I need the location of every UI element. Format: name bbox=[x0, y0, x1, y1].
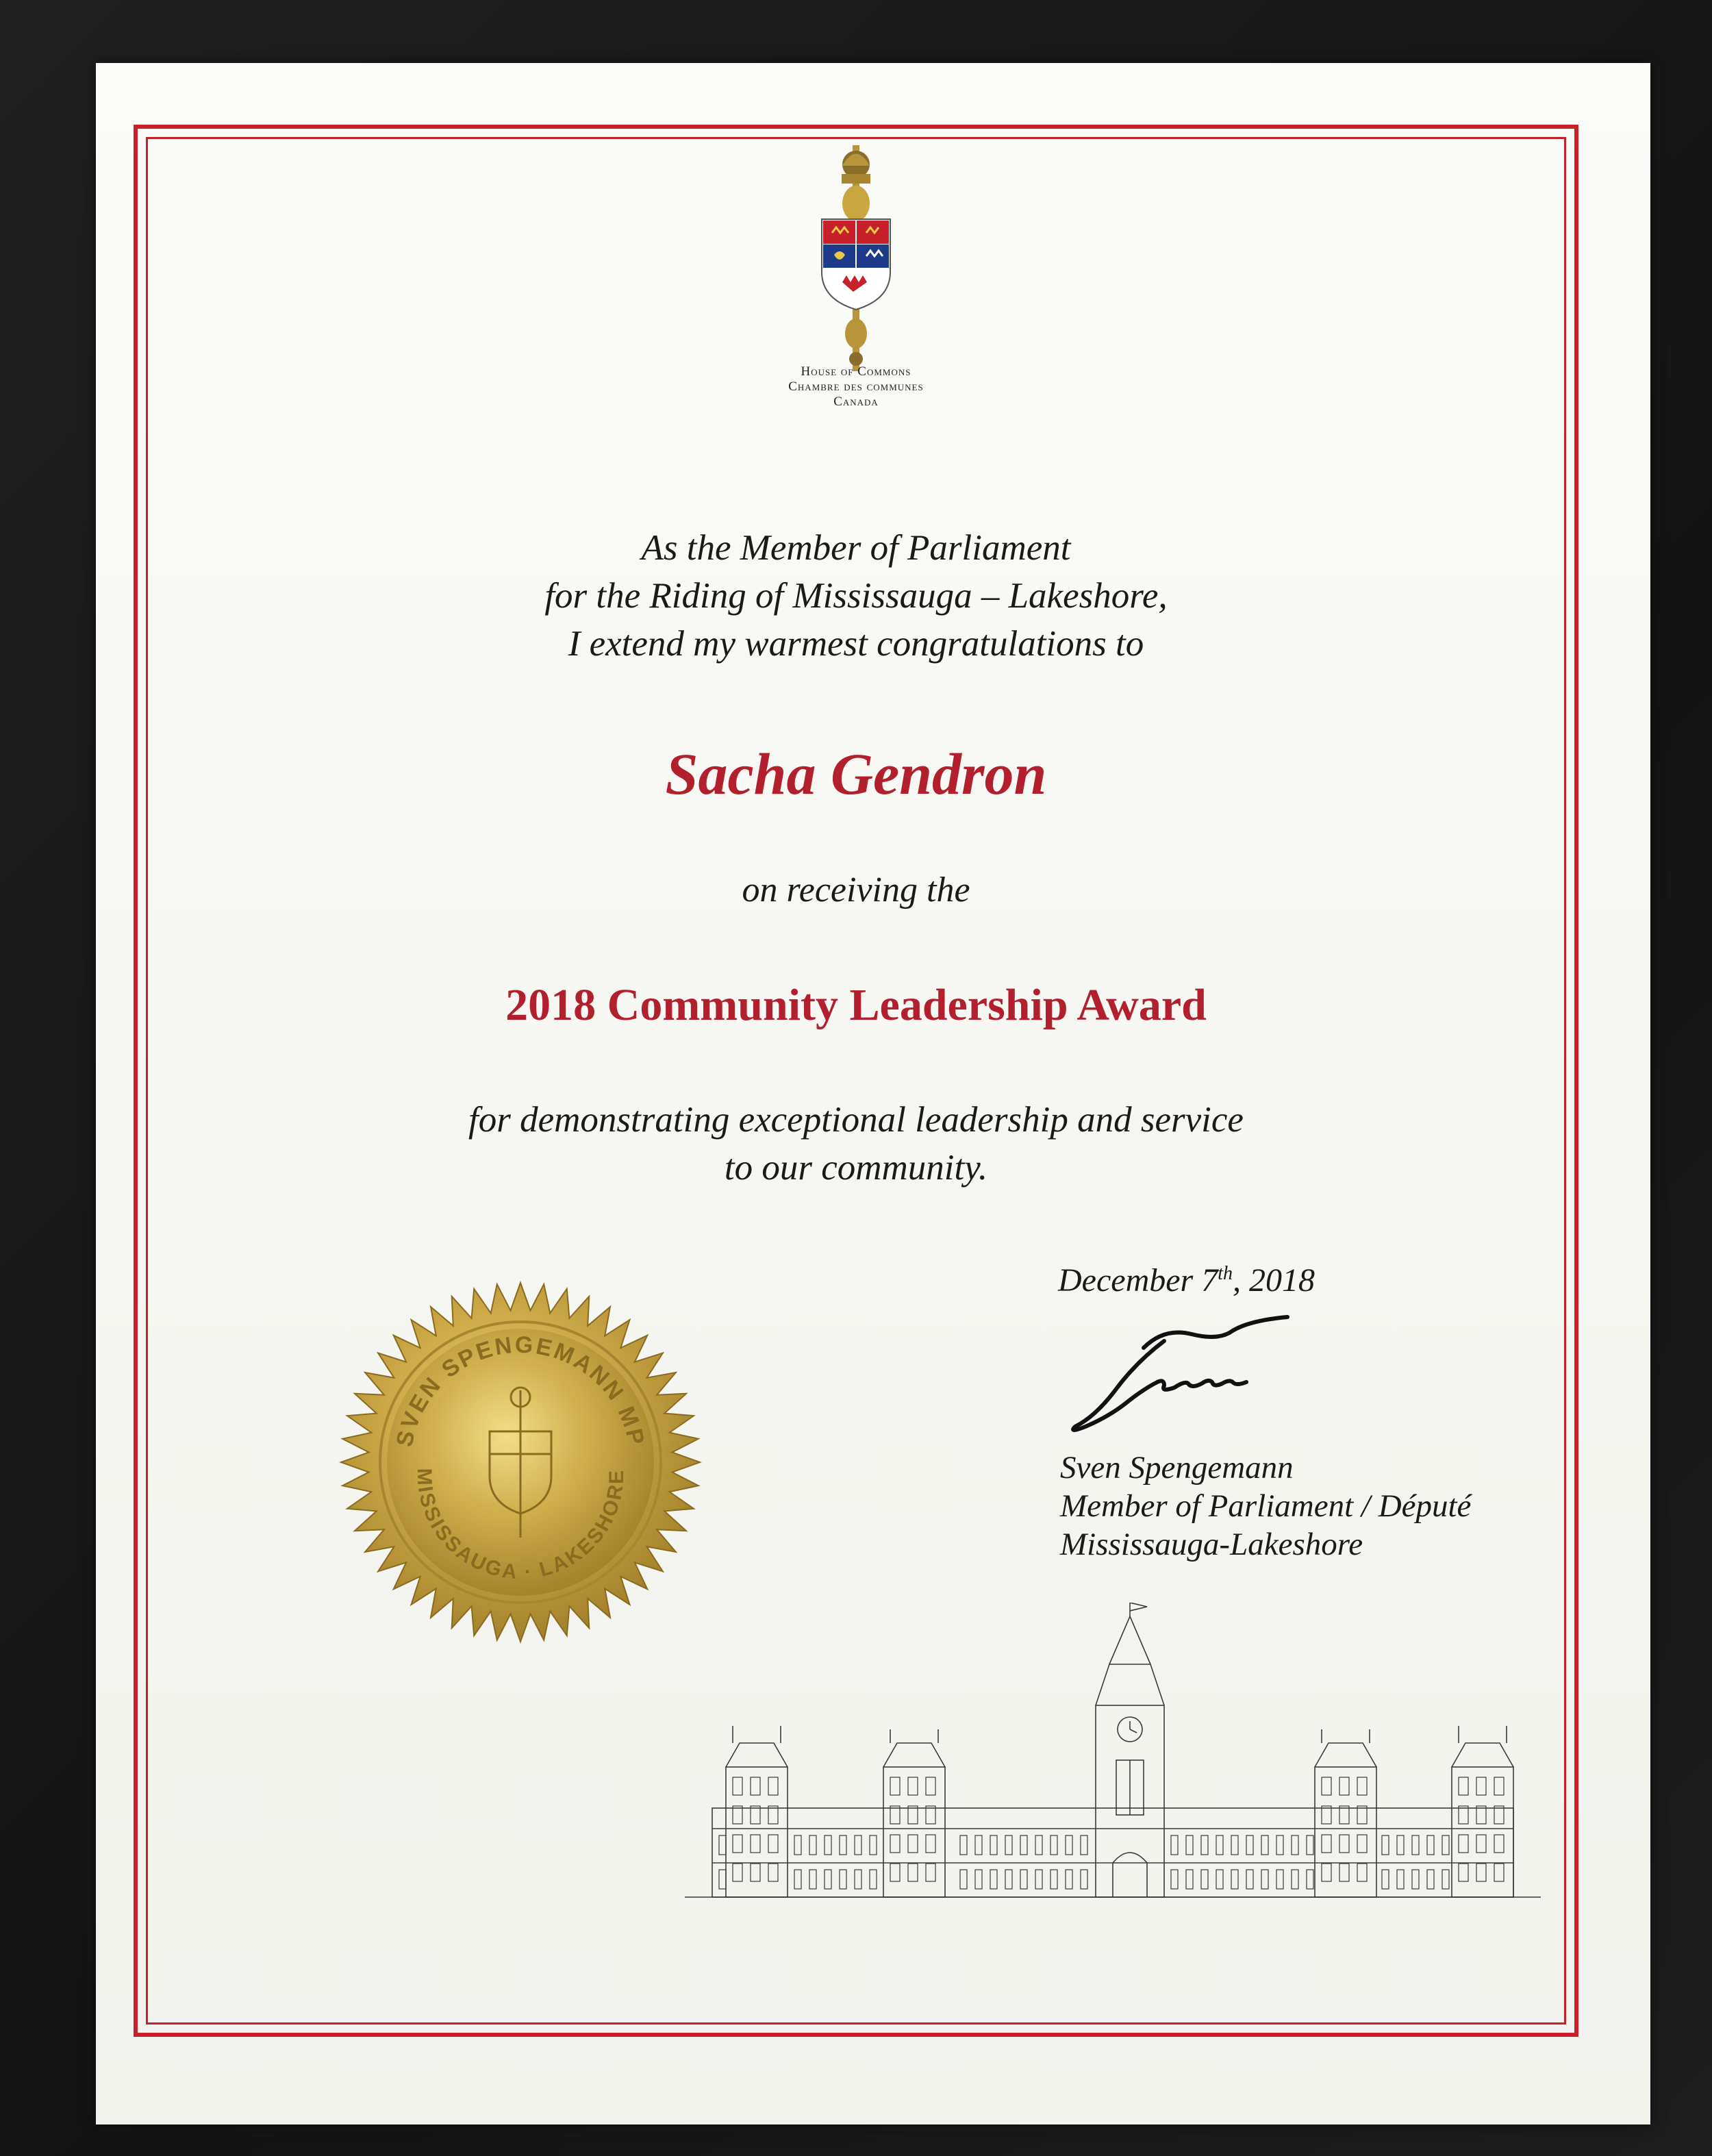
tower-window bbox=[1494, 1835, 1504, 1853]
tower-window bbox=[733, 1806, 742, 1824]
tower-window bbox=[733, 1864, 742, 1881]
parliament-window bbox=[960, 1870, 967, 1889]
handwritten-signature bbox=[1061, 1307, 1294, 1444]
parliament-window bbox=[1246, 1870, 1253, 1889]
tower-window bbox=[1476, 1835, 1486, 1853]
tower-window bbox=[1357, 1806, 1367, 1824]
tower-window bbox=[908, 1777, 918, 1795]
parliament-window bbox=[1201, 1835, 1208, 1855]
parliament-window bbox=[1261, 1835, 1268, 1855]
tower-window bbox=[751, 1835, 760, 1853]
tower-window bbox=[908, 1864, 918, 1881]
parliament-window bbox=[1442, 1835, 1449, 1855]
institution-name bbox=[685, 364, 1027, 410]
tower-window bbox=[1459, 1777, 1468, 1795]
parliament-window bbox=[960, 1835, 967, 1855]
parliament-window bbox=[1292, 1835, 1298, 1855]
tower-window bbox=[926, 1864, 935, 1881]
tower-window bbox=[751, 1864, 760, 1881]
date-prefix: December 7 bbox=[1058, 1262, 1218, 1299]
seal-bottom-text: MISSISSAUGA · LAKESHORE bbox=[412, 1468, 629, 1584]
parliament-window bbox=[1066, 1870, 1072, 1889]
tower-window bbox=[1357, 1864, 1367, 1881]
tower-window bbox=[890, 1835, 900, 1853]
tower-window bbox=[768, 1835, 778, 1853]
tower-window bbox=[1322, 1777, 1331, 1795]
seal-top-text: SVEN SPENGEMANN MP bbox=[391, 1331, 650, 1449]
parliament-window bbox=[1307, 1870, 1313, 1889]
tower-window bbox=[751, 1777, 760, 1795]
parliament-building-illustration bbox=[685, 1603, 1541, 1931]
tower-window bbox=[1357, 1777, 1367, 1795]
parliament-window bbox=[990, 1870, 997, 1889]
parliament-window bbox=[1231, 1835, 1238, 1855]
parliament-window bbox=[809, 1870, 816, 1889]
tower-window bbox=[1476, 1777, 1486, 1795]
coat-of-arms-mace-icon bbox=[811, 145, 901, 371]
parliament-window bbox=[1005, 1870, 1012, 1889]
institution-line-country: Canada bbox=[833, 394, 879, 409]
signer-block bbox=[1060, 1449, 1471, 1564]
parliament-window bbox=[1412, 1870, 1419, 1889]
parliament-window bbox=[1201, 1870, 1208, 1889]
parliament-window bbox=[855, 1835, 861, 1855]
tower-window bbox=[733, 1777, 742, 1795]
signer-riding: Mississauga-Lakeshore bbox=[1060, 1527, 1363, 1562]
intro-line-3: I extend my warmest congratulations to bbox=[568, 624, 1144, 664]
tower-window bbox=[908, 1806, 918, 1824]
tower-window bbox=[1322, 1835, 1331, 1853]
parliament-window bbox=[1382, 1835, 1389, 1855]
parliament-window bbox=[1307, 1835, 1313, 1855]
tower-window bbox=[1459, 1806, 1468, 1824]
receiving-text: on receiving the bbox=[742, 870, 970, 910]
parliament-window bbox=[1171, 1870, 1178, 1889]
signer-name: Sven Spengemann bbox=[1060, 1450, 1294, 1486]
date-rest: , 2018 bbox=[1233, 1262, 1316, 1299]
tower-window bbox=[1339, 1835, 1349, 1853]
parliament-window bbox=[1276, 1870, 1283, 1889]
parliament-window bbox=[1442, 1870, 1449, 1889]
parliament-window bbox=[1050, 1835, 1057, 1855]
tower-window bbox=[1357, 1835, 1367, 1853]
parliament-window bbox=[1397, 1835, 1404, 1855]
parliament-window bbox=[1427, 1835, 1434, 1855]
tower-window bbox=[1339, 1864, 1349, 1881]
tower-window bbox=[926, 1777, 935, 1795]
parliament-window bbox=[1171, 1835, 1178, 1855]
parliament-window bbox=[975, 1870, 982, 1889]
parliament-window bbox=[719, 1870, 726, 1889]
parliament-window bbox=[1020, 1870, 1027, 1889]
parliament-window bbox=[1276, 1835, 1283, 1855]
parliament-window bbox=[1186, 1870, 1193, 1889]
tower-window bbox=[1494, 1864, 1504, 1881]
parliament-window bbox=[870, 1870, 877, 1889]
tower-window bbox=[733, 1835, 742, 1853]
intro-line-1: As the Member of Parliament bbox=[641, 528, 1071, 568]
parliament-window bbox=[809, 1835, 816, 1855]
parliament-window bbox=[855, 1870, 861, 1889]
parliament-window bbox=[840, 1870, 846, 1889]
tower-window bbox=[768, 1777, 778, 1795]
parliament-window bbox=[1035, 1835, 1042, 1855]
parliament-window bbox=[824, 1870, 831, 1889]
parliament-window bbox=[1261, 1870, 1268, 1889]
tower-window bbox=[890, 1777, 900, 1795]
parliament-window bbox=[1020, 1835, 1027, 1855]
parliament-window bbox=[1231, 1870, 1238, 1889]
tower-window bbox=[1494, 1806, 1504, 1824]
intro-line-2: for the Riding of Mississauga – Lakeshore, bbox=[544, 576, 1168, 616]
parliament-window bbox=[794, 1835, 801, 1855]
parliament-window bbox=[990, 1835, 997, 1855]
date-ordinal: th bbox=[1218, 1263, 1233, 1284]
parliament-window bbox=[794, 1870, 801, 1889]
tower-window bbox=[751, 1806, 760, 1824]
parliament-window bbox=[840, 1835, 846, 1855]
tower-window bbox=[1339, 1777, 1349, 1795]
tower-window bbox=[1476, 1806, 1486, 1824]
parliament-window bbox=[1292, 1870, 1298, 1889]
parliament-window bbox=[1035, 1870, 1042, 1889]
tower-window bbox=[926, 1806, 935, 1824]
tower-window bbox=[1322, 1806, 1331, 1824]
institution-line-fr: Chambre des communes bbox=[788, 379, 924, 394]
parliament-window bbox=[719, 1835, 726, 1855]
tower-window bbox=[1339, 1806, 1349, 1824]
recipient-name: Sacha Gendron bbox=[665, 741, 1047, 807]
award-title: 2018 Community Leadership Award bbox=[505, 980, 1207, 1030]
tower-window bbox=[1476, 1864, 1486, 1881]
tower-window bbox=[1459, 1835, 1468, 1853]
tower-window bbox=[890, 1864, 900, 1881]
reason-line-1: for demonstrating exceptional leadership and service bbox=[468, 1100, 1244, 1140]
parliament-window bbox=[1412, 1835, 1419, 1855]
gold-seal bbox=[336, 1277, 705, 1647]
tower-window bbox=[926, 1835, 935, 1853]
parliament-window bbox=[1050, 1870, 1057, 1889]
parliament-window bbox=[1216, 1835, 1223, 1855]
signer-title: Member of Parliament / Député bbox=[1060, 1488, 1472, 1524]
parliament-window bbox=[1186, 1835, 1193, 1855]
parliament-window bbox=[870, 1835, 877, 1855]
tower-window bbox=[1494, 1777, 1504, 1795]
parliament-window bbox=[1081, 1835, 1087, 1855]
intro-paragraph bbox=[205, 524, 1507, 668]
parliament-window bbox=[1081, 1870, 1087, 1889]
parliament-window bbox=[824, 1835, 831, 1855]
parliament-window bbox=[1382, 1870, 1389, 1889]
parliament-window bbox=[1005, 1835, 1012, 1855]
tower-window bbox=[1322, 1864, 1331, 1881]
reason-paragraph bbox=[205, 1096, 1507, 1192]
parliament-window bbox=[1397, 1870, 1404, 1889]
tower-window bbox=[908, 1835, 918, 1853]
parliament-window bbox=[1246, 1835, 1253, 1855]
tower-window bbox=[1459, 1864, 1468, 1881]
parliament-window bbox=[1066, 1835, 1072, 1855]
parliament-window bbox=[1427, 1870, 1434, 1889]
parliament-window bbox=[975, 1835, 982, 1855]
tower-window bbox=[768, 1864, 778, 1881]
reason-line-2: to our community. bbox=[724, 1148, 988, 1188]
parliament-window bbox=[1216, 1870, 1223, 1889]
award-date bbox=[1058, 1262, 1315, 1299]
tower-window bbox=[890, 1806, 900, 1824]
tower-window bbox=[768, 1806, 778, 1824]
institution-line-en: House of Commons bbox=[801, 364, 911, 379]
